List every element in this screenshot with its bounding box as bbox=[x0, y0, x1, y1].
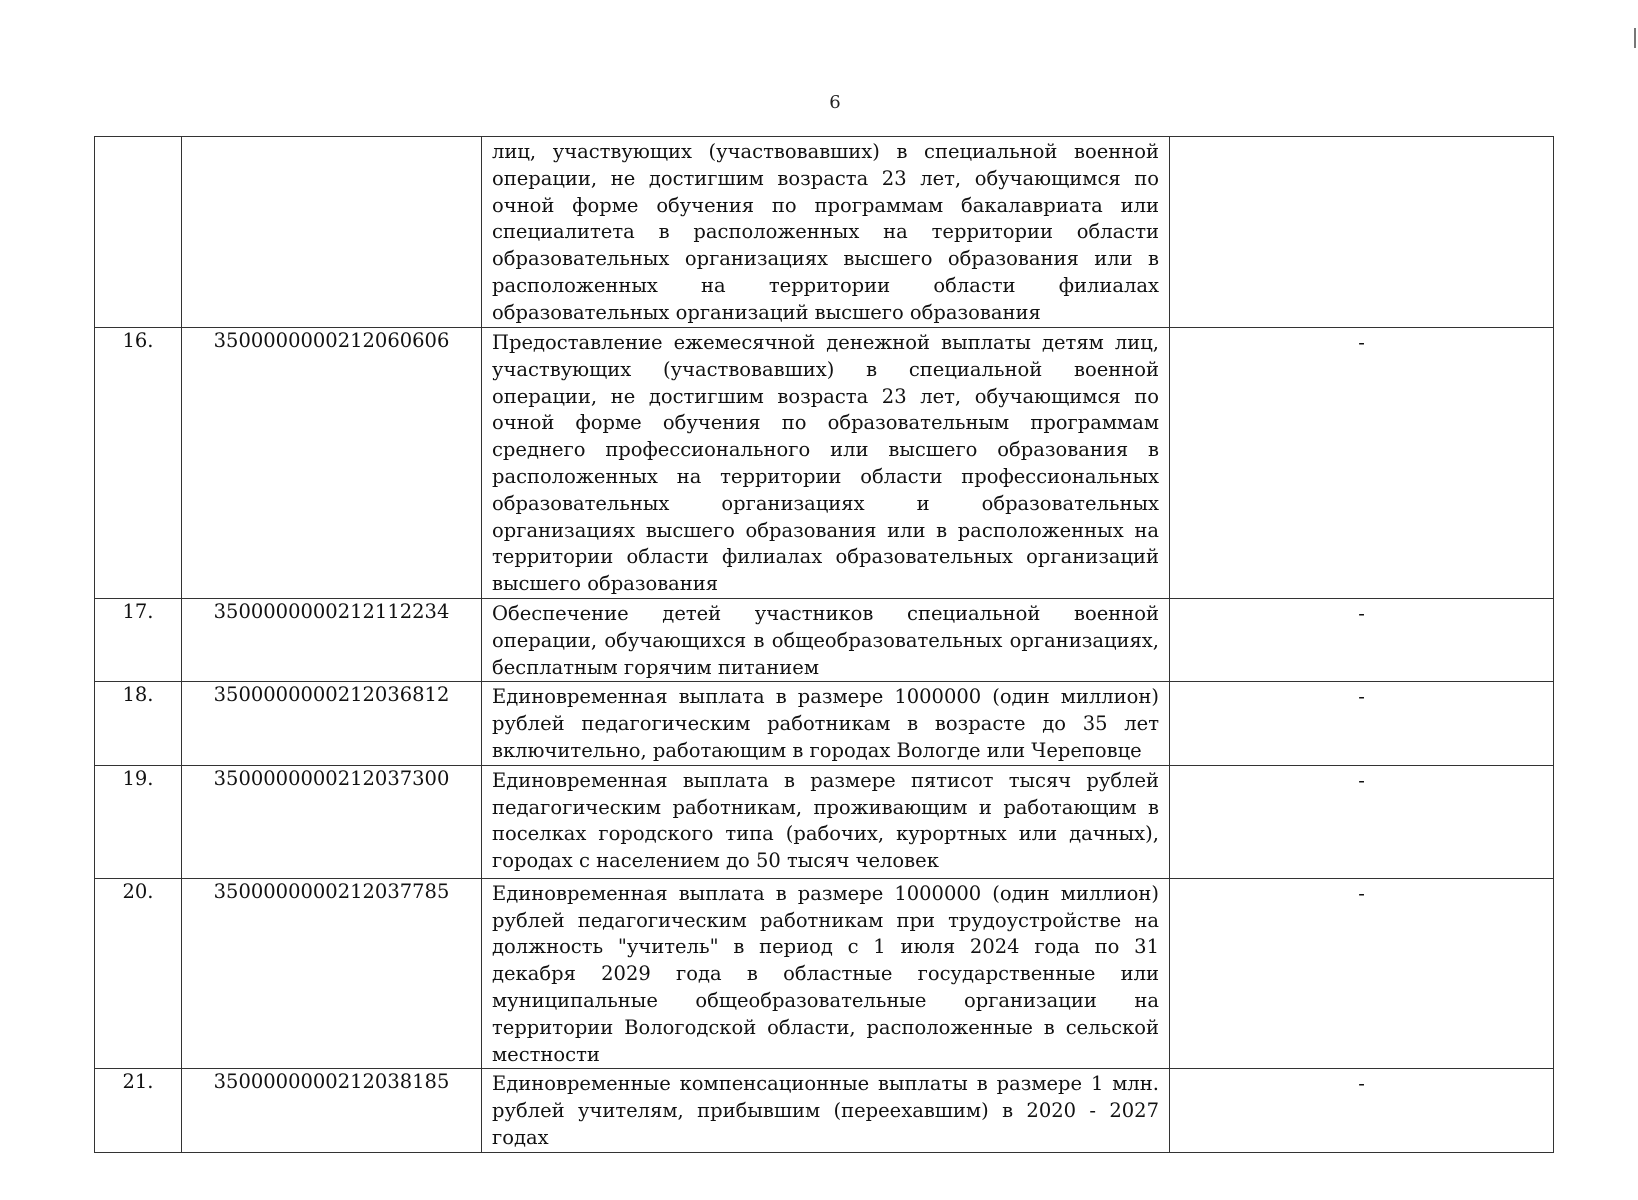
service-description: Обеспечение детей участников специальной военной операции, обучающихся в общеобразовательных организациях, бесплатным горячим питанием bbox=[482, 598, 1170, 681]
service-note: - bbox=[1170, 682, 1554, 765]
service-note: - bbox=[1170, 598, 1554, 681]
row-number bbox=[95, 137, 182, 328]
service-code: 3500000000212037785 bbox=[182, 878, 482, 1069]
row-number: 21. bbox=[95, 1069, 182, 1152]
service-code bbox=[182, 137, 482, 328]
row-number: 18. bbox=[95, 682, 182, 765]
service-code: 3500000000212036812 bbox=[182, 682, 482, 765]
row-number: 19. bbox=[95, 765, 182, 878]
row-number: 17. bbox=[95, 598, 182, 681]
service-note: - bbox=[1170, 328, 1554, 599]
table-row bbox=[95, 328, 1554, 599]
service-description: Единовременная выплата в размере 1000000 (один миллион) рублей педагогическим работникам при трудоустройстве на должность "учитель" в период с 1 июля 2024 года по 31 декабря 2029 года в областные государственные или муниципальные общеобразовательные организации на территории Вологодской области, расположенные в сельской местности bbox=[482, 878, 1170, 1069]
service-code: 3500000000212112234 bbox=[182, 598, 482, 681]
service-note: - bbox=[1170, 878, 1554, 1069]
service-description: Единовременная выплата в размере 1000000 (один миллион) рублей педагогическим работникам в возрасте до 35 лет включительно, работающим в городах Вологде или Череповце bbox=[482, 682, 1170, 765]
row-number: 16. bbox=[95, 328, 182, 599]
service-description: Предоставление ежемесячной денежной выплаты детям лиц, участвующих (участвовавших) в специальной военной операции, не достигшим возраста 23 лет, обучающимся по очной форме обучения по образовательным программам среднего профессионального или высшего образования в расположенных на территории области профессиональных образовательных организациях и образовательных организациях высшего образования или в расположенных на территории области филиалах образовательных организаций высшего образования bbox=[482, 328, 1170, 599]
page-number: 6 bbox=[829, 92, 841, 113]
table-row bbox=[95, 878, 1554, 1069]
service-note bbox=[1170, 137, 1554, 328]
table-row bbox=[95, 1069, 1554, 1152]
service-code: 3500000000212038185 bbox=[182, 1069, 482, 1152]
services-table bbox=[94, 136, 1554, 1153]
service-description: лиц, участвующих (участвовавших) в специальной военной операции, не достигшим возраста 23 лет, обучающимся по очной форме обучения по программам бакалавриата или специалитета в расположенных на территории области образовательных организациях высшего образования или в расположенных на территории области филиалах образовательных организаций высшего образования bbox=[482, 137, 1170, 328]
table-row bbox=[95, 682, 1554, 765]
table-row bbox=[95, 137, 1554, 328]
table-row bbox=[95, 598, 1554, 681]
service-description: Единовременная выплата в размере пятисот тысяч рублей педагогическим работникам, проживающим и работающим в поселках городского типа (рабочих, курортных или дачных), городах с населением до 50 тысяч человек bbox=[482, 765, 1170, 878]
service-note: - bbox=[1170, 765, 1554, 878]
service-code: 3500000000212037300 bbox=[182, 765, 482, 878]
service-note: - bbox=[1170, 1069, 1554, 1152]
scan-edge-mark bbox=[1634, 28, 1636, 48]
row-number: 20. bbox=[95, 878, 182, 1069]
service-description: Единовременные компенсационные выплаты в размере 1 млн. рублей учителям, прибывшим (переехавшим) в 2020 - 2027 годах bbox=[482, 1069, 1170, 1152]
service-code: 3500000000212060606 bbox=[182, 328, 482, 599]
table-row bbox=[95, 765, 1554, 878]
